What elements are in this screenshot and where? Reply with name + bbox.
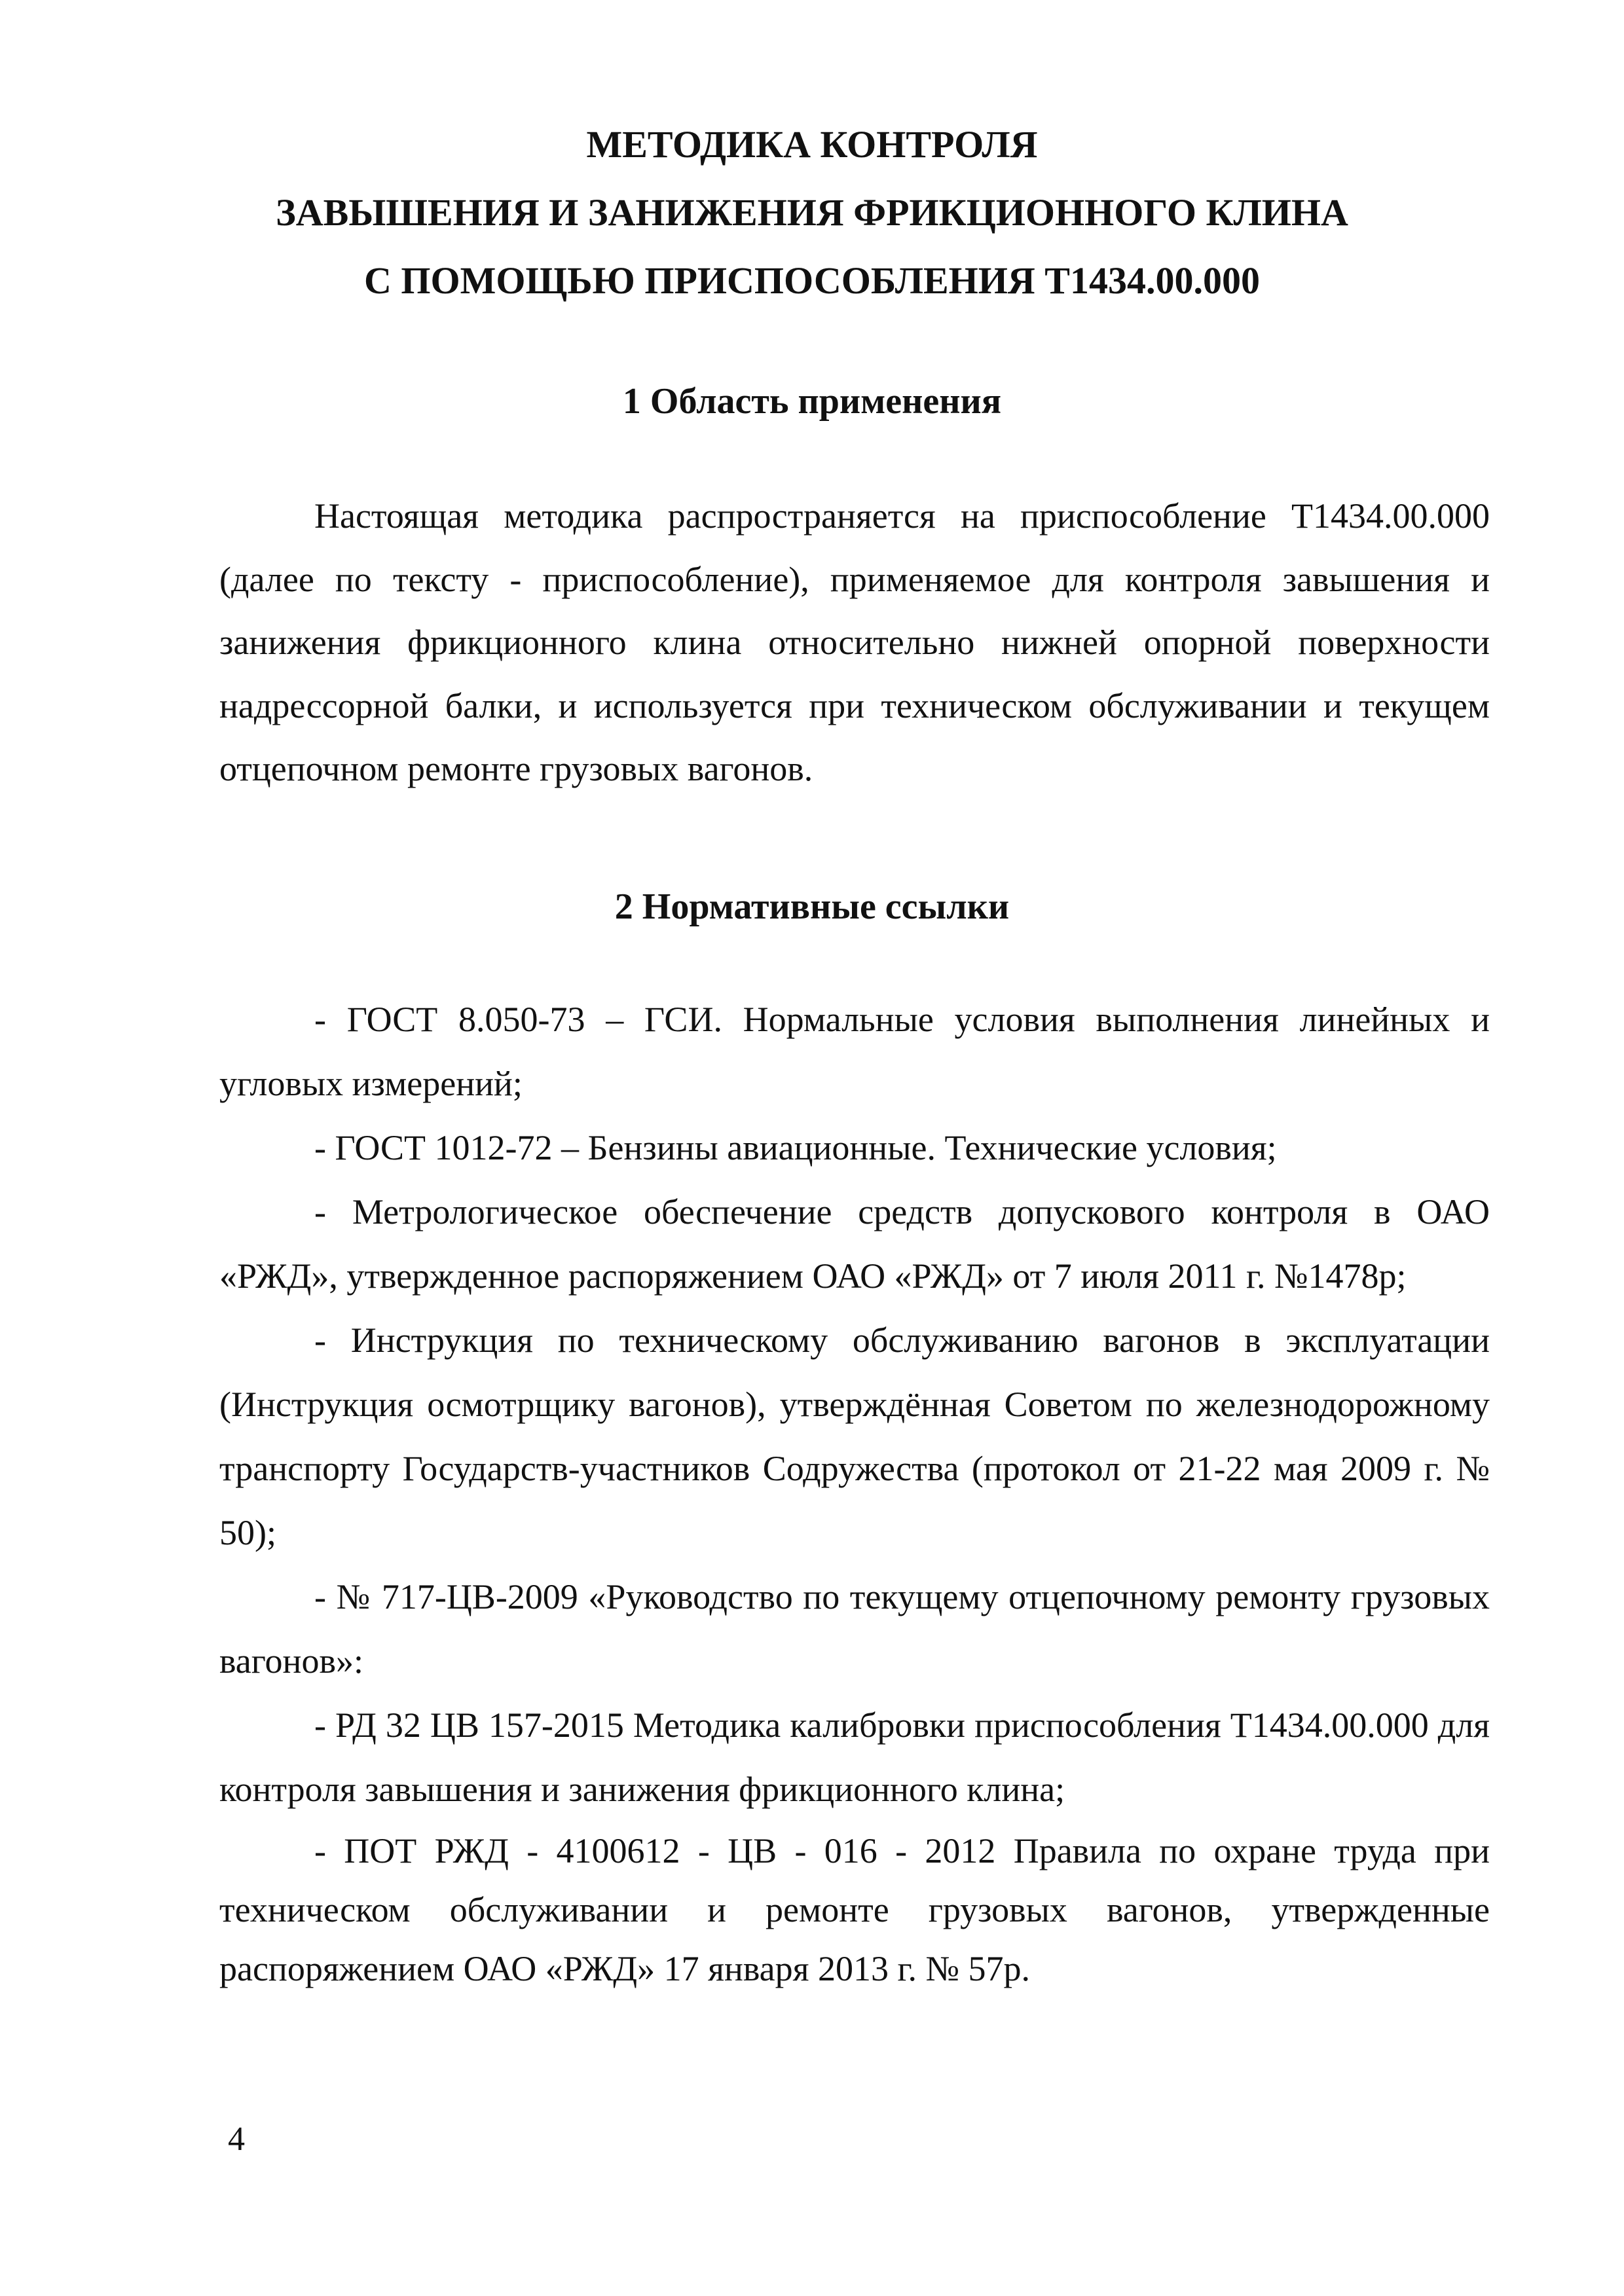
reference-item: - № 717-ЦВ-2009 «Руководство по текущему отцепочному ремонту грузовых вагонов»: [219,1577,1490,1681]
section-1-paragraph: Настоящая методика распространяется на приспособление Т1434.00.000 (далее по тексту - приспособление), применяемое для контроля завышения и занижения фрикционного клина относительно нижней опорной поверхности надрессорной балки, и используется при техническом обслуживании и текущем отцепочном ремонте грузовых вагонов. [219,496,1490,788]
reference-item: - Метрологическое обеспечение средств допускового контроля в ОАО «РЖД», утвержденное распоряжением ОАО «РЖД» от 7 июля 2011 г. №1478р; [219,1192,1490,1296]
section-1-heading: 1 Область применения [622,381,1002,422]
section-1-body [219,484,1490,801]
reference-item: - Инструкция по техническому обслуживанию вагонов в эксплуатации (Инструкция осмотрщику вагонов), утверждённая Советом по железнодорожному транспорту Государств-участников Содружества (протокол от 21-22 мая 2009 г. № 50); [219,1321,1490,1552]
reference-item: - ПОТ РЖД - 4100612 - ЦВ - 016 - 2012 Правила по охране труда при техническом обслуживании и ремонте грузовых вагонов, утвержденные распоряжением ОАО «РЖД» 17 января 2013 г. № 57р. [219,1831,1490,1988]
section-2-heading: 2 Нормативные ссылки [614,886,1010,927]
page-number: 4 [228,2121,245,2158]
document-title-line-2: ЗАВЫШЕНИЯ И ЗАНИЖЕНИЯ ФРИКЦИОННОГО КЛИНА [276,191,1348,234]
reference-item: - ГОСТ 1012-72 – Бензины авиационные. Технические условия; [314,1128,1277,1167]
document-title-line-3: С ПОМОЩЬЮ ПРИСПОСОБЛЕНИЯ Т1434.00.000 [364,259,1260,302]
reference-item: - ГОСТ 8.050-73 – ГСИ. Нормальные условия выполнения линейных и угловых измерений; [219,1000,1490,1103]
document-title-line-1: МЕТОДИКА КОНТРОЛЯ [586,123,1038,166]
normative-references-list [219,987,1490,1998]
reference-item: - РД 32 ЦВ 157-2015 Методика калибровки приспособления Т1434.00.000 для контроля завышения и занижения фрикционного клина; [219,1705,1490,1809]
